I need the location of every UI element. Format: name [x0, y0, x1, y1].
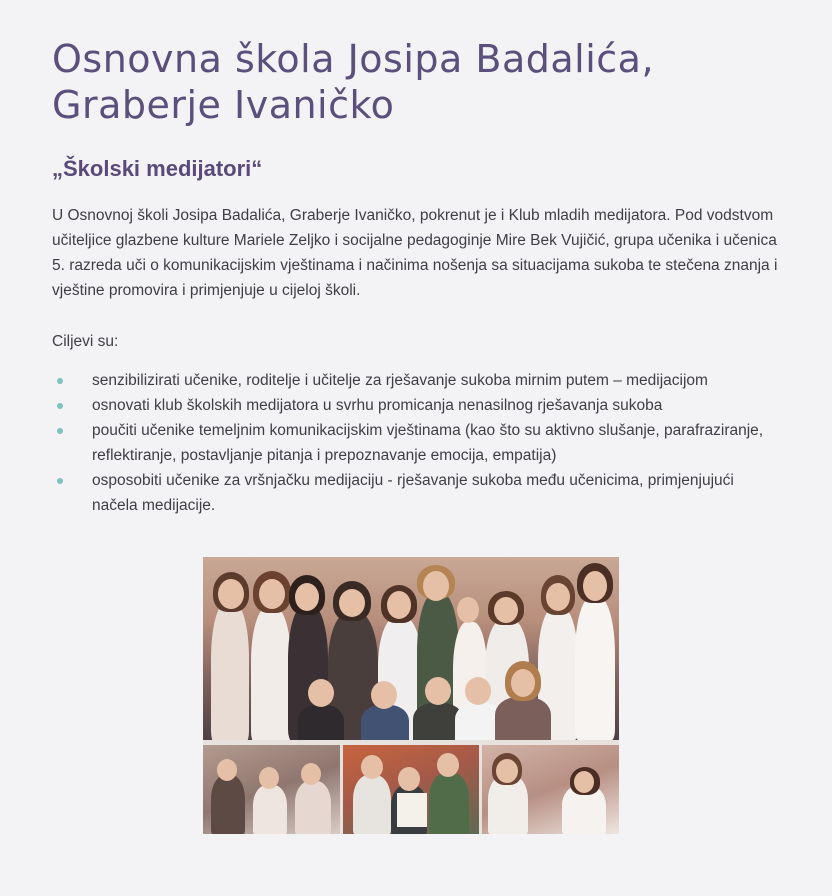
goal-text: osposobiti učenike za vršnjačku medijaciju - rješavanje sukoba među učenicima, primjenjujući načela medijacije.	[92, 472, 734, 514]
goals-list	[52, 368, 782, 518]
group-photo	[203, 557, 619, 740]
bullet-icon	[57, 378, 63, 384]
intro-paragraph: U Osnovnoj školi Josipa Badalića, Graberje Ivaničko, pokrenut je i Klub mladih medijatora. Pod vodstvom učiteljice glazbene kulture Mariele Zeljko i socijalne pedagoginje Mire Bek Vujičić, grupa učenika i učenica 5. razreda uči o komunikacijskim vještinama i načinima nošenja sa situacijama sukoba te stečena znanja i vještine promovira i primjenjuje u cijeloj školi.	[52, 207, 778, 299]
list-item	[52, 468, 782, 518]
bullet-icon	[57, 478, 63, 484]
goals-label: Ciljevi su:	[52, 333, 119, 350]
students-certificate-photo	[343, 745, 479, 834]
title-line-1: Osnovna škola Josipa Badalića,	[52, 37, 655, 81]
goal-text: poučiti učenike temeljnim komunikacijskim vještinama (kao što su aktivno slušanje, parafraziranje, reflektiranje, postavljanje pitanja i prepoznavanje emocija, empatija)	[92, 422, 764, 464]
list-item	[52, 393, 782, 418]
list-item	[52, 418, 782, 468]
bullet-icon	[57, 403, 63, 409]
classroom-photo	[203, 745, 340, 834]
section-heading: „Školski medijatori“	[52, 156, 263, 181]
mediation-photo	[482, 745, 619, 834]
page-title	[52, 36, 792, 128]
goal-text: osnovati klub školskih medijatora u svrhu promicanja nenasilnog rješavanja sukoba	[92, 397, 663, 414]
title-line-2: Graberje Ivaničko	[52, 83, 395, 127]
list-item	[52, 368, 782, 393]
bullet-icon	[57, 428, 63, 434]
goal-text: senzibilizirati učenike, roditelje i učitelje za rješavanje sukoba mirnim putem – medijacijom	[92, 372, 708, 389]
photo-collage	[203, 557, 619, 834]
